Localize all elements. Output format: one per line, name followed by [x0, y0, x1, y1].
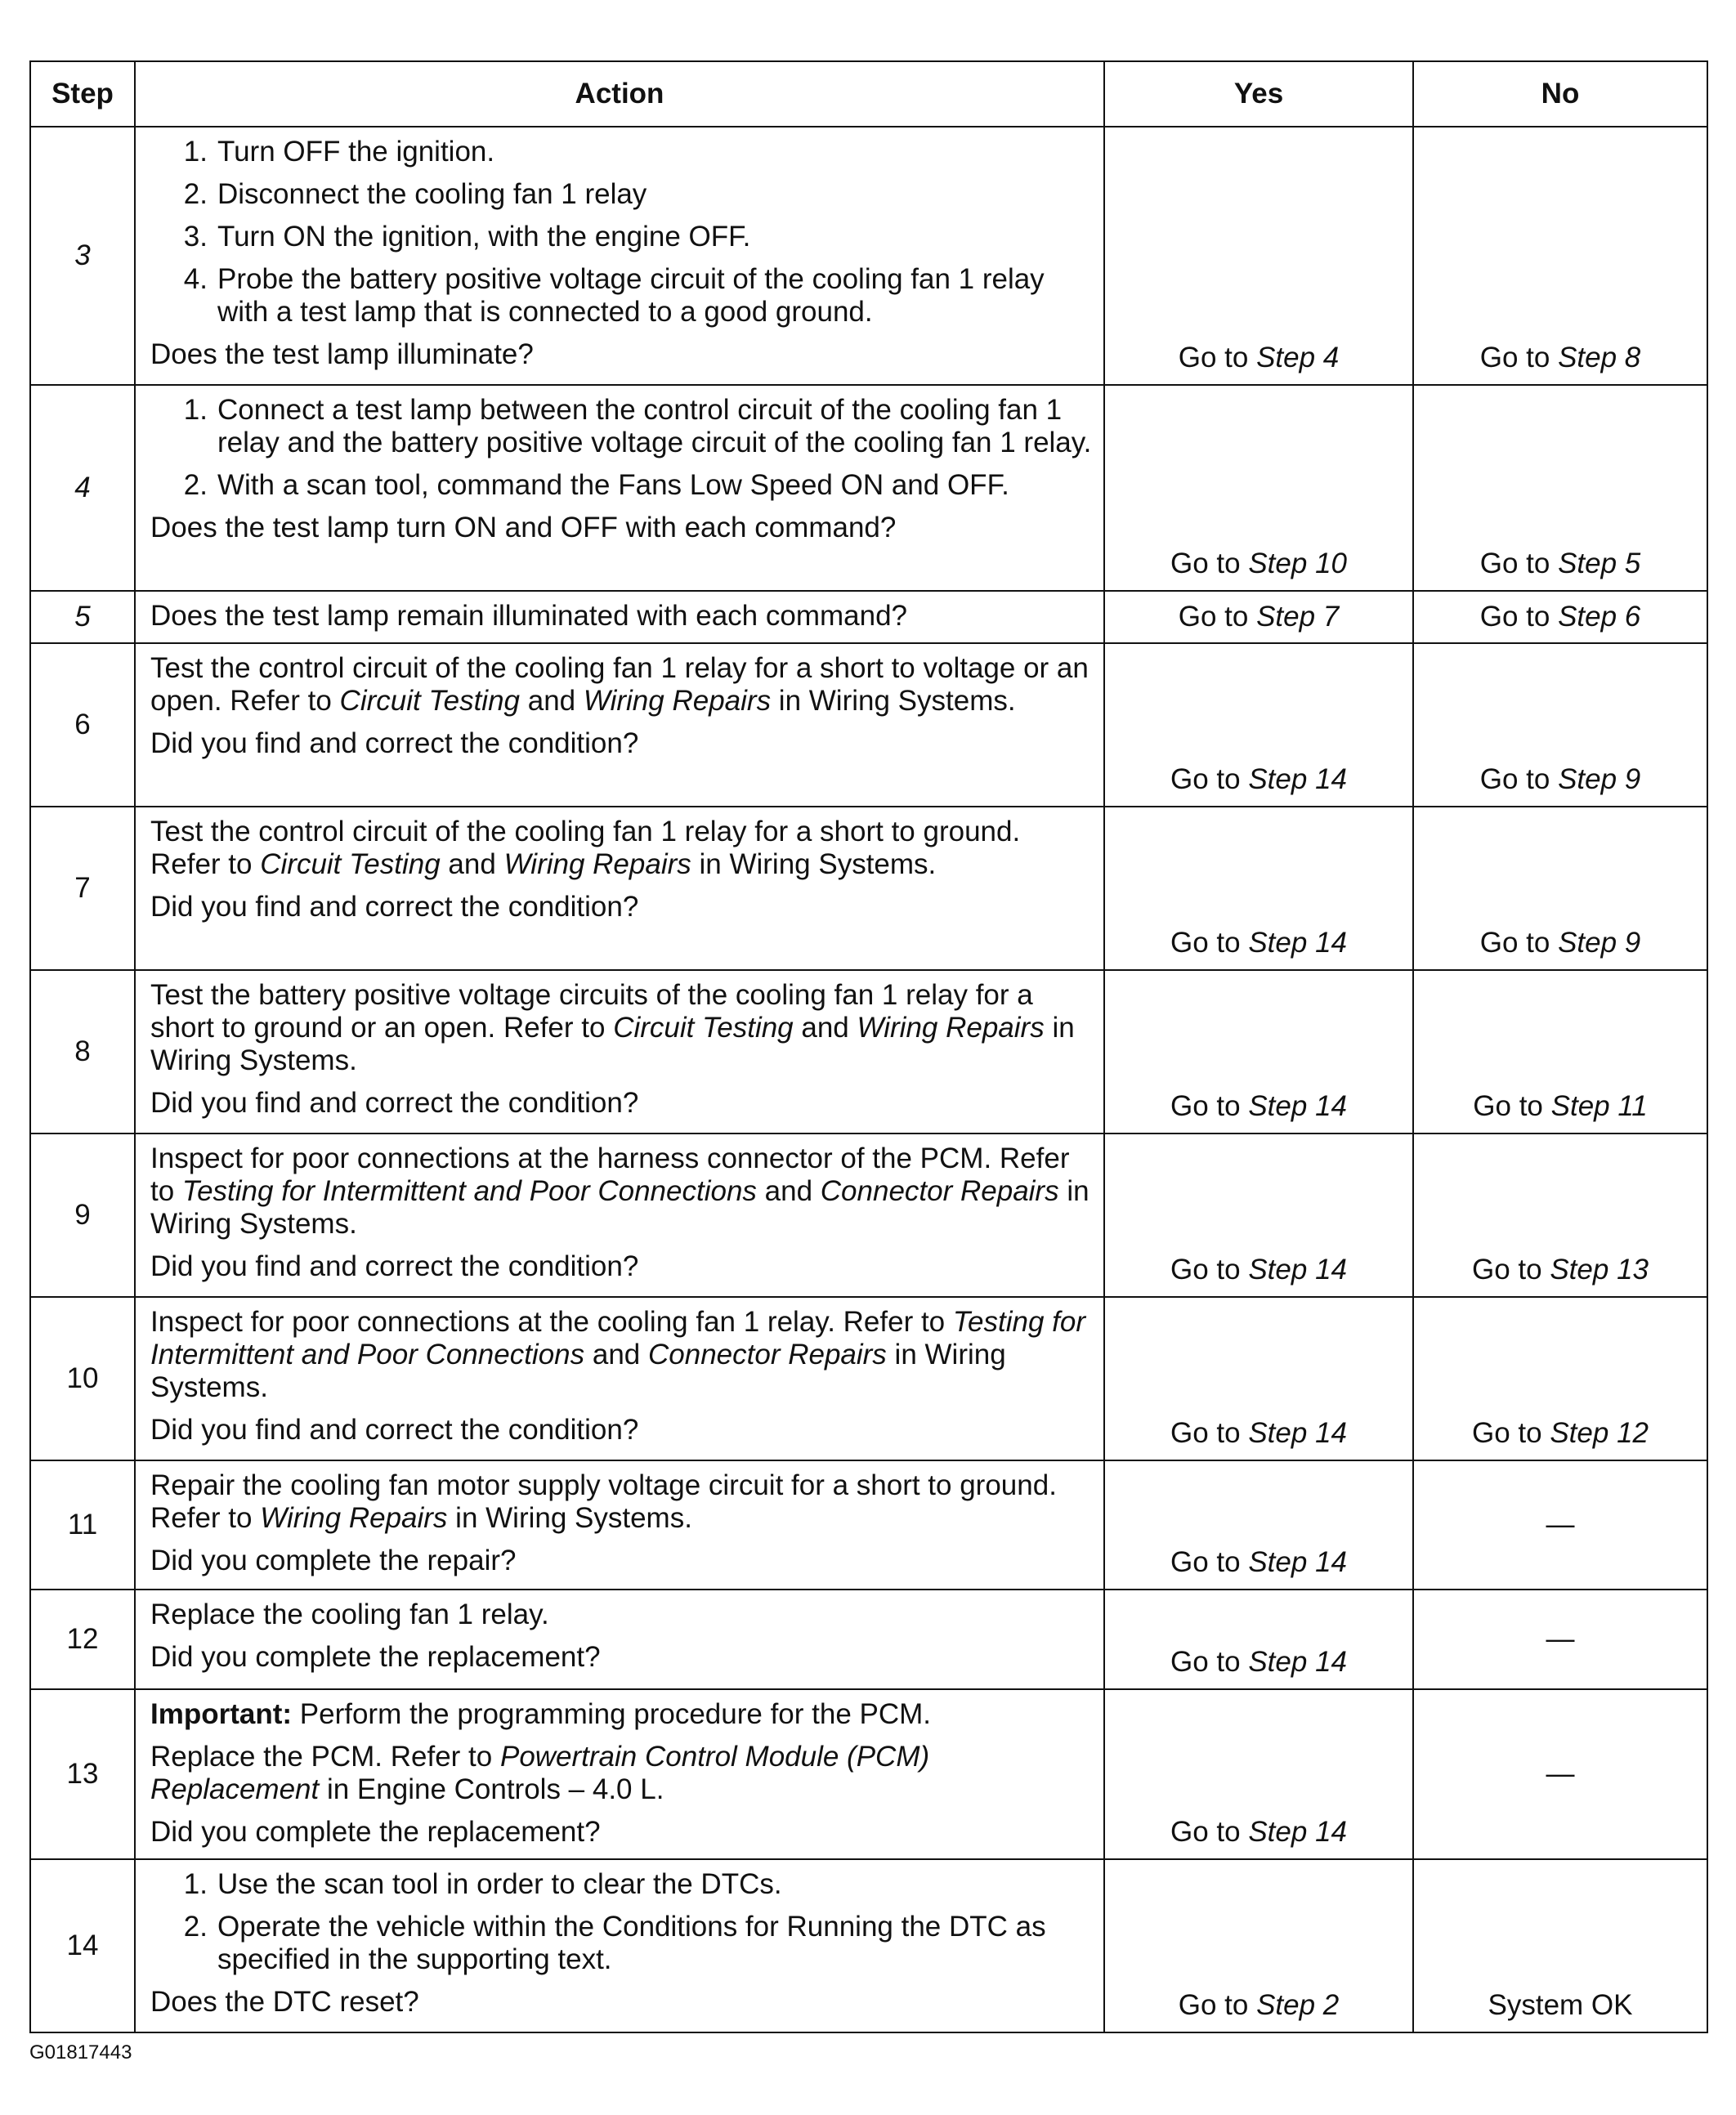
step-ref: [1248, 763, 1347, 795]
action-cell: [135, 385, 1104, 591]
action-step-number: 2.: [183, 178, 208, 210]
action-cell: [135, 807, 1104, 970]
no-result: [1413, 1134, 1707, 1297]
table-row: [30, 1134, 1707, 1297]
step-ref-number: 13: [1617, 1254, 1649, 1286]
go-to-text: Go to: [1170, 927, 1241, 959]
header-row: [30, 61, 1707, 127]
action-step: [150, 136, 1092, 168]
go-to-text: Go to: [1471, 1417, 1542, 1449]
step-number: 3: [30, 127, 135, 385]
step-ref: [1256, 1989, 1339, 2021]
action-step-text: With a scan tool, command the Fans Low Speed ON and OFF.: [217, 469, 1009, 501]
action-question: Did you complete the repair?: [150, 1545, 517, 1576]
yes-result: [1104, 970, 1413, 1134]
step-number: 4: [30, 385, 135, 591]
step-word: Step: [1248, 548, 1308, 579]
table-row: [30, 807, 1707, 970]
action-text-b: and: [584, 1339, 648, 1371]
go-to-text: Go to: [1479, 763, 1550, 795]
reference-link: Connector Repairs: [820, 1175, 1059, 1207]
action-question: Did you find and correct the condition?: [150, 891, 639, 923]
step-ref-number: 14: [1315, 1646, 1347, 1678]
yes-result: [1104, 1134, 1413, 1297]
no-result: [1413, 643, 1707, 807]
step-ref: [1558, 927, 1640, 959]
step-ref: [1248, 1546, 1347, 1578]
reference-link: Wiring Repairs: [260, 1502, 448, 1534]
go-to-text: Go to: [1178, 342, 1249, 373]
reference-link: Wiring Repairs: [857, 1012, 1045, 1044]
step-word: Step: [1256, 1989, 1316, 2021]
yes-result: [1104, 807, 1413, 970]
step-word: Step: [1558, 601, 1617, 633]
action-text: [150, 652, 1092, 718]
step-ref: [1248, 1254, 1347, 1286]
yes-result: [1104, 1297, 1413, 1460]
figure-id: G01817443: [29, 2041, 132, 2064]
step-ref: [1248, 1646, 1347, 1678]
important-note: [150, 1698, 1092, 1731]
action-question: Did you find and correct the condition?: [150, 1087, 639, 1119]
go-to-text: Go to: [1170, 1816, 1241, 1848]
diagnostic-table: [29, 60, 1708, 2033]
table-row: [30, 591, 1707, 643]
table-row: [30, 1689, 1707, 1859]
action-step-text: Use the scan tool in order to clear the DTCs.: [217, 1868, 782, 1900]
action-question: Does the test lamp turn ON and OFF with each command?: [150, 512, 897, 543]
action-step-text: Probe the battery positive voltage circuit of the cooling fan 1 relay with a test lamp that is connected to a good ground.: [217, 263, 1045, 328]
step-ref: [1551, 1090, 1648, 1122]
action-text: [150, 1142, 1092, 1241]
table-row: [30, 1859, 1707, 2032]
step-word: Step: [1248, 1646, 1308, 1678]
reference-link: Connector Repairs: [648, 1339, 887, 1371]
header-step: Step: [30, 61, 135, 127]
step-ref-number: 4: [1322, 342, 1340, 373]
step-word: Step: [1558, 548, 1617, 579]
step-number: 12: [30, 1590, 135, 1689]
action-text-c: in Wiring Systems.: [771, 685, 1016, 717]
reference-link: Wiring Repairs: [583, 685, 772, 717]
action-question: Did you find and correct the condition?: [150, 727, 639, 759]
step-number: 5: [30, 591, 135, 643]
action-step: [150, 221, 1092, 253]
go-to-text: Go to: [1170, 1546, 1241, 1578]
action-steps-list: [150, 1868, 1092, 1976]
reference-link: Circuit Testing: [339, 685, 521, 717]
action-text-b: and: [440, 848, 504, 880]
go-to-text: Go to: [1170, 1417, 1241, 1449]
action-cell: [135, 591, 1104, 643]
step-number: 10: [30, 1297, 135, 1460]
step-ref-number: 11: [1617, 1090, 1648, 1122]
yes-result: [1104, 591, 1413, 643]
step-ref: [1558, 548, 1640, 579]
action-step-text: Turn ON the ignition, with the engine OFF.: [217, 221, 751, 253]
action-cell: [135, 1590, 1104, 1689]
go-to-text: Go to: [1170, 1090, 1241, 1122]
go-to-text: Go to: [1170, 1646, 1241, 1678]
action-step: [150, 469, 1092, 502]
action-text-b: and: [756, 1175, 821, 1207]
step-word: Step: [1256, 342, 1316, 373]
action-step: [150, 1868, 1092, 1901]
action-text: [150, 1306, 1092, 1404]
action-step-number: 3.: [183, 221, 208, 253]
step-number: 8: [30, 970, 135, 1134]
action-step-number: 1.: [183, 136, 208, 168]
yes-result: [1104, 643, 1413, 807]
no-result: —: [1413, 1590, 1707, 1689]
action-text-a: Test the control circuit of the cooling fan 1 relay for a short to voltage or an open. Refer to: [150, 652, 1089, 717]
step-ref-number: 10: [1315, 548, 1347, 579]
no-result: [1413, 127, 1707, 385]
go-to-text: Go to: [1473, 1090, 1543, 1122]
action-text-b: in Engine Controls – 4.0 L.: [319, 1773, 664, 1805]
step-ref: [1558, 763, 1640, 795]
reference-link: Circuit Testing: [260, 848, 441, 880]
action-steps-list: [150, 394, 1092, 502]
go-to-text: Go to: [1178, 601, 1249, 633]
step-ref-number: 14: [1315, 1417, 1347, 1449]
action-text: [150, 1599, 1092, 1631]
go-to-text: Go to: [1170, 1254, 1241, 1286]
no-result: —: [1413, 1689, 1707, 1859]
important-label: Important:: [150, 1698, 293, 1730]
step-number: 6: [30, 643, 135, 807]
step-ref: [1248, 927, 1347, 959]
step-number: 13: [30, 1689, 135, 1859]
header-yes: Yes: [1104, 61, 1413, 127]
no-result: [1413, 1297, 1707, 1460]
go-to-text: Go to: [1471, 1254, 1542, 1286]
action-text-a: Inspect for poor connections at the harness connector of the PCM. Refer to: [150, 1142, 1070, 1207]
step-word: Step: [1248, 1816, 1308, 1848]
step-ref-number: 14: [1315, 927, 1347, 959]
action-text: [150, 1469, 1092, 1535]
diagnostic-table-container: [29, 60, 1707, 2033]
no-result: [1413, 807, 1707, 970]
yes-result: [1104, 1460, 1413, 1590]
table-row: [30, 1297, 1707, 1460]
header-no: No: [1413, 61, 1707, 127]
action-step-number: 4.: [183, 263, 208, 295]
step-ref: [1248, 1417, 1347, 1449]
no-result: [1413, 970, 1707, 1134]
action-step-text: Turn OFF the ignition.: [217, 136, 495, 168]
step-word: Step: [1558, 342, 1617, 373]
action-text-b: and: [793, 1012, 857, 1044]
yes-result: [1104, 385, 1413, 591]
go-to-text: Go to: [1479, 548, 1550, 579]
important-text: Perform the programming procedure for the PCM.: [292, 1698, 932, 1730]
action-question: Did you find and correct the condition?: [150, 1250, 639, 1282]
action-question: Did you complete the replacement?: [150, 1816, 601, 1848]
step-ref-number: 14: [1315, 1090, 1347, 1122]
table-row: [30, 385, 1707, 591]
yes-result: [1104, 1859, 1413, 2032]
action-step: [150, 178, 1092, 211]
action-step-text: Operate the vehicle within the Conditions for Running the DTC as specified in the supporting text.: [217, 1911, 1046, 1975]
step-word: Step: [1248, 1254, 1308, 1286]
action-question: Does the DTC reset?: [150, 1986, 419, 2018]
yes-result: [1104, 127, 1413, 385]
action-cell: [135, 127, 1104, 385]
go-to-text: Go to: [1479, 927, 1550, 959]
step-ref: [1558, 342, 1640, 373]
action-step-number: 2.: [183, 1911, 208, 1943]
reference-link: Circuit Testing: [613, 1012, 794, 1044]
action-text-b: in Wiring Systems.: [447, 1502, 692, 1534]
action-question: Does the test lamp remain illuminated with each command?: [150, 600, 907, 632]
action-text-a: Replace the PCM. Refer to: [150, 1741, 500, 1773]
step-number: 7: [30, 807, 135, 970]
step-word: Step: [1550, 1254, 1609, 1286]
table-row: [30, 970, 1707, 1134]
action-question: Did you complete the replacement?: [150, 1641, 601, 1673]
go-to-text: Go to: [1170, 548, 1241, 579]
action-text: [150, 979, 1092, 1077]
step-word: Step: [1550, 1417, 1609, 1449]
go-to-text: Go to: [1170, 763, 1241, 795]
table-row: [30, 1590, 1707, 1689]
no-result: System OK: [1413, 1859, 1707, 2032]
step-ref-number: 14: [1315, 1816, 1347, 1848]
step-ref: [1248, 548, 1347, 579]
no-result: —: [1413, 1460, 1707, 1590]
step-ref: [1550, 1417, 1649, 1449]
action-text-a: Test the control circuit of the cooling fan 1 relay for a short to ground. Refer to: [150, 816, 1021, 880]
reference-link: Testing for Intermittent and Poor Connections: [150, 1306, 1086, 1371]
step-ref-number: 5: [1624, 548, 1641, 579]
step-word: Step: [1558, 927, 1617, 959]
action-text-c: in Wiring Systems.: [150, 1175, 1089, 1240]
go-to-text: Go to: [1479, 601, 1550, 633]
step-ref: [1550, 1254, 1649, 1286]
step-ref: [1256, 342, 1339, 373]
step-word: Step: [1248, 1546, 1308, 1578]
table-body: [30, 127, 1707, 2032]
step-word: Step: [1248, 1417, 1308, 1449]
step-number: 14: [30, 1859, 135, 2032]
step-ref-number: 14: [1315, 1546, 1347, 1578]
step-word: Step: [1248, 763, 1308, 795]
action-text-b: and: [520, 685, 584, 717]
step-ref-number: 12: [1617, 1417, 1649, 1449]
step-word: Step: [1550, 1090, 1610, 1122]
action-text: [150, 816, 1092, 881]
action-step-text: Connect a test lamp between the control circuit of the cooling fan 1 relay and the battery positive voltage circuit of the cooling fan 1 relay.: [217, 394, 1092, 458]
step-ref-number: 6: [1624, 601, 1641, 633]
table-row: [30, 127, 1707, 385]
step-ref-number: 9: [1624, 927, 1641, 959]
action-cell: [135, 970, 1104, 1134]
action-cell: [135, 643, 1104, 807]
reference-link: Testing for Intermittent and Poor Connections: [181, 1175, 757, 1207]
step-number: 9: [30, 1134, 135, 1297]
action-cell: [135, 1134, 1104, 1297]
action-step: [150, 263, 1092, 329]
action-cell: [135, 1689, 1104, 1859]
step-number: 11: [30, 1460, 135, 1590]
step-ref-number: 7: [1322, 601, 1340, 633]
action-step-number: 2.: [183, 469, 208, 501]
step-word: Step: [1248, 1090, 1308, 1122]
table-row: [30, 1460, 1707, 1590]
step-word: Step: [1248, 927, 1308, 959]
header-action: Action: [135, 61, 1104, 127]
step-ref: [1558, 601, 1640, 633]
action-step: [150, 1911, 1092, 1976]
reference-link: Powertrain Control Module (PCM) Replacement: [150, 1741, 930, 1805]
action-text-a: Test the battery positive voltage circuits of the cooling fan 1 relay for a short to ground or an open. Refer to: [150, 979, 1033, 1044]
step-word: Step: [1558, 763, 1617, 795]
step-ref: [1248, 1816, 1347, 1848]
no-result: [1413, 385, 1707, 591]
action-text-a: Inspect for poor connections at the cooling fan 1 relay. Refer to: [150, 1306, 953, 1338]
action-text-c: in Wiring Systems.: [150, 1012, 1075, 1076]
table-row: [30, 643, 1707, 807]
step-ref-number: 14: [1315, 763, 1347, 795]
action-step-text: Disconnect the cooling fan 1 relay: [217, 178, 647, 210]
step-ref-number: 8: [1624, 342, 1641, 373]
action-text-a: Repair the cooling fan motor supply voltage circuit for a short to ground. Refer to: [150, 1469, 1057, 1534]
step-ref: [1256, 601, 1339, 633]
action-step-number: 1.: [183, 394, 208, 426]
go-to-text: Go to: [1178, 1989, 1249, 2021]
step-word: Step: [1256, 601, 1316, 633]
action-text-c: in Wiring Systems.: [691, 848, 937, 880]
no-result: [1413, 591, 1707, 643]
yes-result: [1104, 1590, 1413, 1689]
step-ref-number: 9: [1624, 763, 1641, 795]
step-ref-number: 14: [1315, 1254, 1347, 1286]
yes-result: [1104, 1689, 1413, 1859]
action-step: [150, 394, 1092, 459]
action-step-number: 1.: [183, 1868, 208, 1900]
step-ref: [1248, 1090, 1347, 1122]
action-cell: [135, 1859, 1104, 2032]
go-to-text: Go to: [1479, 342, 1550, 373]
reference-link: Wiring Repairs: [503, 848, 691, 880]
action-question: Does the test lamp illuminate?: [150, 338, 534, 370]
action-text: [150, 1741, 1092, 1806]
action-steps-list: [150, 136, 1092, 329]
action-cell: [135, 1460, 1104, 1590]
action-text-c: in Wiring Systems.: [150, 1339, 1006, 1403]
action-question: Did you find and correct the condition?: [150, 1414, 639, 1446]
action-cell: [135, 1297, 1104, 1460]
action-text-a: Replace the cooling fan 1 relay.: [150, 1599, 549, 1630]
step-ref-number: 2: [1322, 1989, 1340, 2021]
